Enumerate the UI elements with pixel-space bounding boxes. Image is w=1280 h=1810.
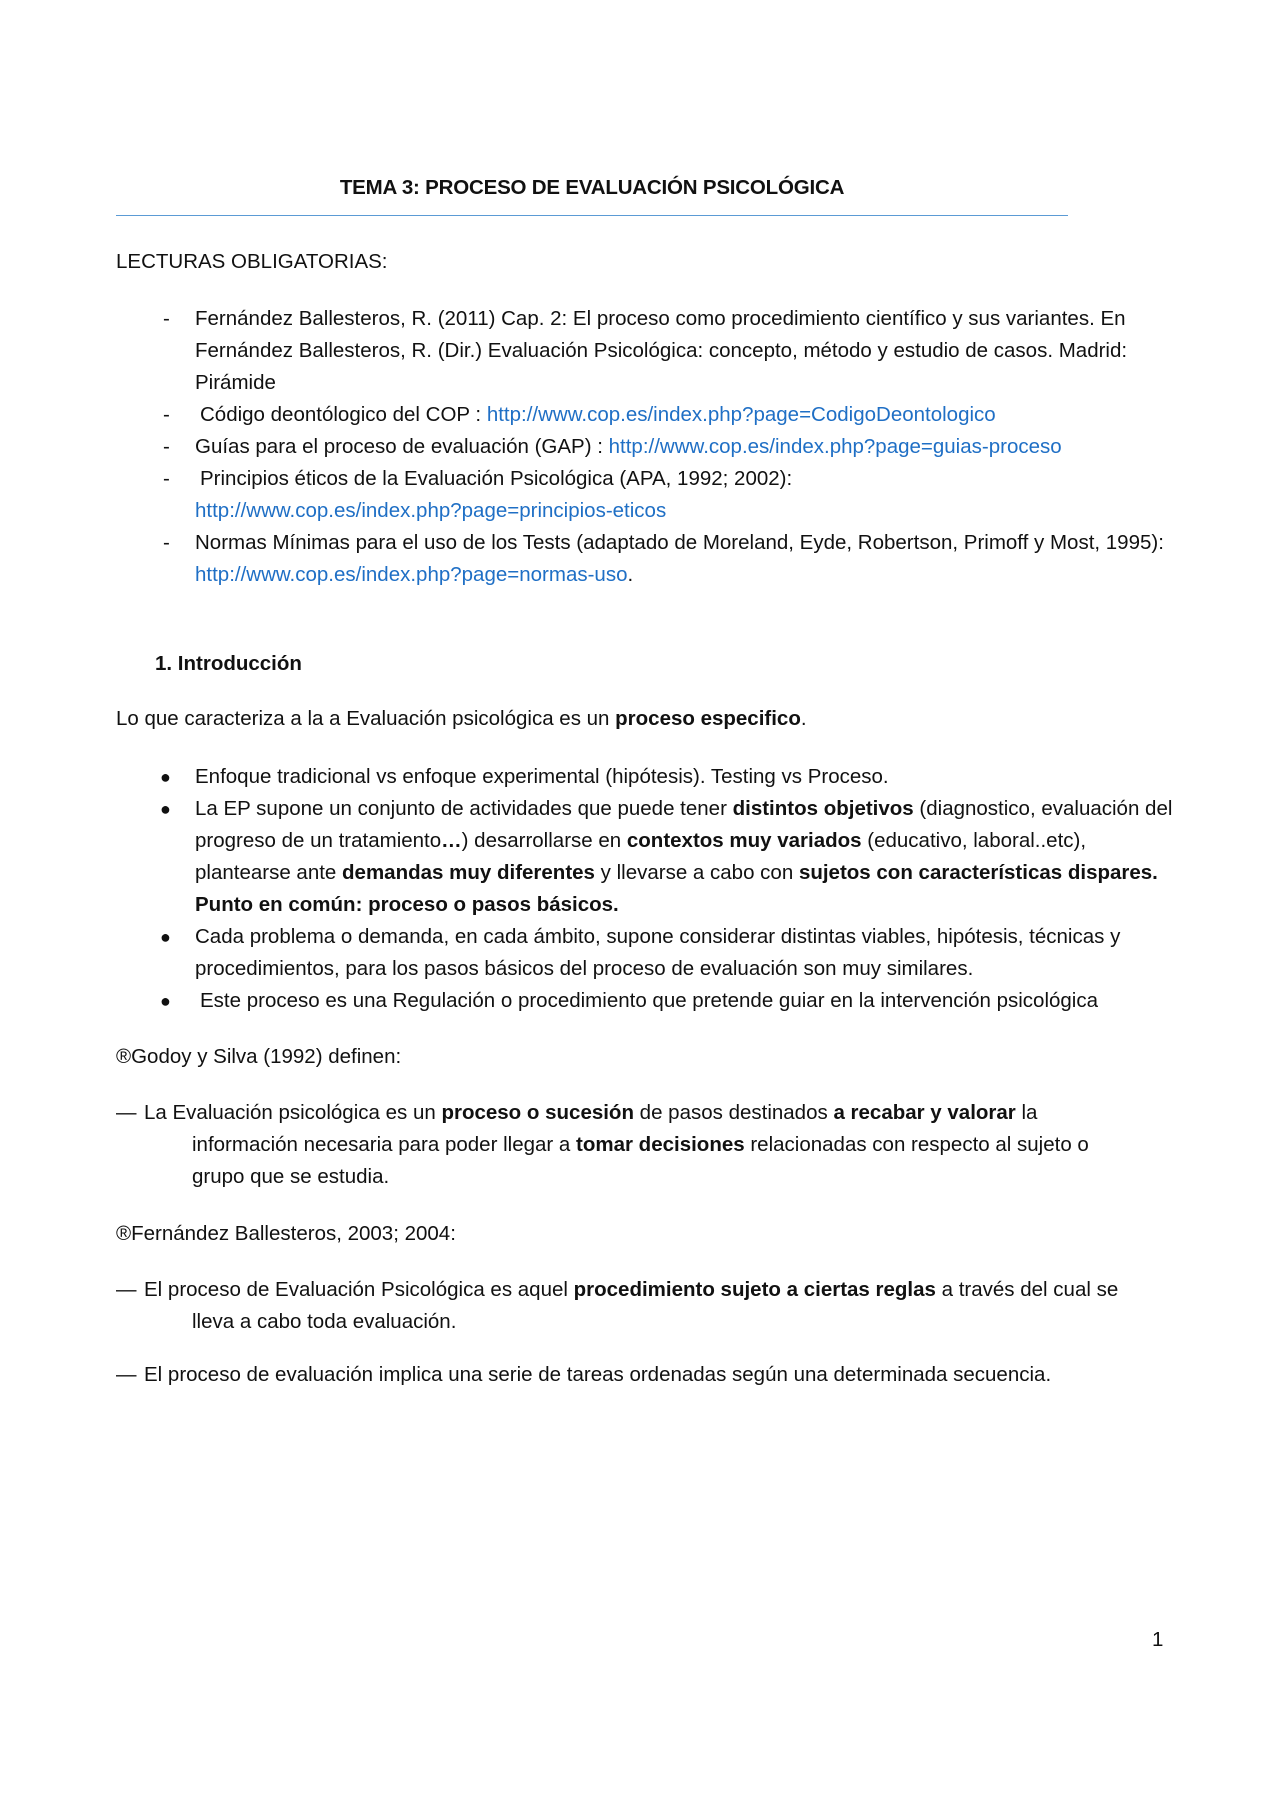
bullet-item — [116, 761, 1176, 793]
section-heading: 1. Introducción — [155, 652, 302, 675]
bullet-text: Este proceso es una Regulación o procedimiento que pretende guiar en la intervención psicológica — [200, 989, 1099, 1012]
bullet-item — [116, 921, 1176, 985]
def-text: la — [1015, 1101, 1038, 1124]
bullet-item — [116, 985, 1176, 1017]
bullet-item — [116, 793, 1176, 921]
page-title: TEMA 3: PROCESO DE EVALUACIÓN PSICOLÓGICA — [339, 176, 845, 199]
bullet-text: La EP supone un conjunto de actividades que puede tener — [195, 797, 733, 820]
def-text: a través del cual se — [935, 1278, 1119, 1301]
list-dash: - — [163, 307, 170, 330]
em-dash: — — [116, 1278, 137, 1301]
godoy-definition — [116, 1097, 1176, 1193]
intro-paragraph — [116, 707, 807, 731]
bullet-icon: ● — [160, 927, 171, 947]
reading-item — [116, 463, 1176, 527]
def-text: El proceso de Evaluación Psicológica es aquel — [144, 1278, 574, 1301]
list-dash: - — [163, 435, 170, 458]
cop-principios-link[interactable]: http://www.cop.es/index.php?page=principios-eticos — [195, 499, 667, 522]
reading-item — [116, 303, 1176, 399]
bullet-bold: demandas muy diferentes — [342, 861, 595, 884]
bullet-icon: ● — [160, 799, 171, 819]
def-bold: procedimiento sujeto a ciertas reglas — [573, 1278, 936, 1301]
list-dash: - — [163, 467, 170, 490]
cop-normas-link[interactable]: http://www.cop.es/index.php?page=normas-uso — [195, 563, 628, 586]
list-dash: - — [163, 403, 170, 426]
intro-text: Lo que caracteriza a la a Evaluación psicológica es un — [116, 707, 616, 730]
em-dash: — — [116, 1363, 137, 1386]
fb-definition-1 — [116, 1274, 1176, 1338]
def-text: información necesaria para poder llegar a — [192, 1133, 577, 1156]
bullet-text: ) desarrollarse en — [461, 829, 627, 852]
reading-item — [116, 399, 1176, 431]
reading-text: Fernández Ballesteros, R. (2011) Cap. 2: El proceso como procedimiento científico y sus variantes. En Fernández Ballesteros, R. (Dir.) Evaluación Psicológica: concepto, método y estudio de casos. Madrid: Pirámide — [195, 307, 1128, 394]
bullet-bold: contextos muy variados — [626, 829, 862, 852]
def-text: La Evaluación psicológica es un — [144, 1101, 442, 1124]
intro-end: . — [800, 707, 807, 730]
def-text: de pasos destinados — [633, 1101, 834, 1124]
bullet-text: (educativo, laboral..etc), plantearse ante — [195, 829, 1087, 884]
bullet-text: (diagnostico, evaluación del progreso de un tratamiento — [195, 797, 1173, 852]
intro-bold: proceso especifico — [615, 707, 801, 730]
reading-item — [116, 431, 1176, 463]
def-bold: tomar decisiones — [576, 1133, 745, 1156]
fb-heading: ®Fernández Ballesteros, 2003; 2004: — [116, 1222, 456, 1245]
def-text: relacionadas con respecto al sujeto o — [744, 1133, 1089, 1156]
readings-list — [116, 303, 1176, 591]
list-dash: - — [163, 531, 170, 554]
def-text: El proceso de evaluación implica una serie de tareas ordenadas según una determinada secuencia. — [144, 1363, 1052, 1386]
bullet-icon: ● — [160, 991, 171, 1011]
bullet-text: Enfoque tradicional vs enfoque experimental (hipótesis). Testing vs Proceso. — [195, 765, 889, 788]
fb-definition-2 — [116, 1359, 1176, 1391]
page-number: 1 — [1152, 1628, 1164, 1651]
intro-bullets — [116, 761, 1176, 1017]
reading-text: Guías para el proceso de evaluación (GAP) : — [195, 435, 609, 458]
bullet-text: Cada problema o demanda, en cada ámbito, supone considerar distintas viables, hipótesis, técnicas y procedimientos, para los pasos básicos del proceso de evaluación son muy similares. — [195, 925, 1121, 980]
reading-period: . — [627, 563, 634, 586]
bullet-text: y llevarse a cabo con — [594, 861, 799, 884]
bullet-icon: ● — [160, 767, 171, 787]
reading-item — [116, 527, 1176, 591]
godoy-heading: ®Godoy y Silva (1992) definen: — [116, 1045, 402, 1068]
cop-guias-link[interactable]: http://www.cop.es/index.php?page=guias-proceso — [608, 435, 1062, 458]
bullet-bold: … — [441, 829, 462, 852]
def-text: lleva a cabo toda evaluación. — [192, 1310, 457, 1333]
em-dash: — — [116, 1101, 137, 1124]
reading-text: Normas Mínimas para el uso de los Tests (adaptado de Moreland, Eyde, Robertson, Primoff y Most, 1995): — [195, 531, 1164, 554]
title-underline — [116, 215, 1068, 216]
readings-heading: LECTURAS OBLIGATORIAS: — [116, 250, 388, 273]
bullet-bold: sujetos con características dispares. Punto en común: proceso o pasos básicos. — [195, 861, 1158, 916]
bullet-bold: distintos objetivos — [732, 797, 914, 820]
def-bold: a recabar y valorar — [833, 1101, 1016, 1124]
def-bold: proceso o sucesión — [441, 1101, 634, 1124]
cop-codigo-link[interactable]: http://www.cop.es/index.php?page=CodigoDeontologico — [486, 403, 996, 426]
def-text: grupo que se estudia. — [192, 1165, 390, 1188]
reading-text: Código deontólogico del COP : — [200, 403, 487, 426]
reading-text: Principios éticos de la Evaluación Psicológica (APA, 1992; 2002): — [200, 467, 793, 490]
